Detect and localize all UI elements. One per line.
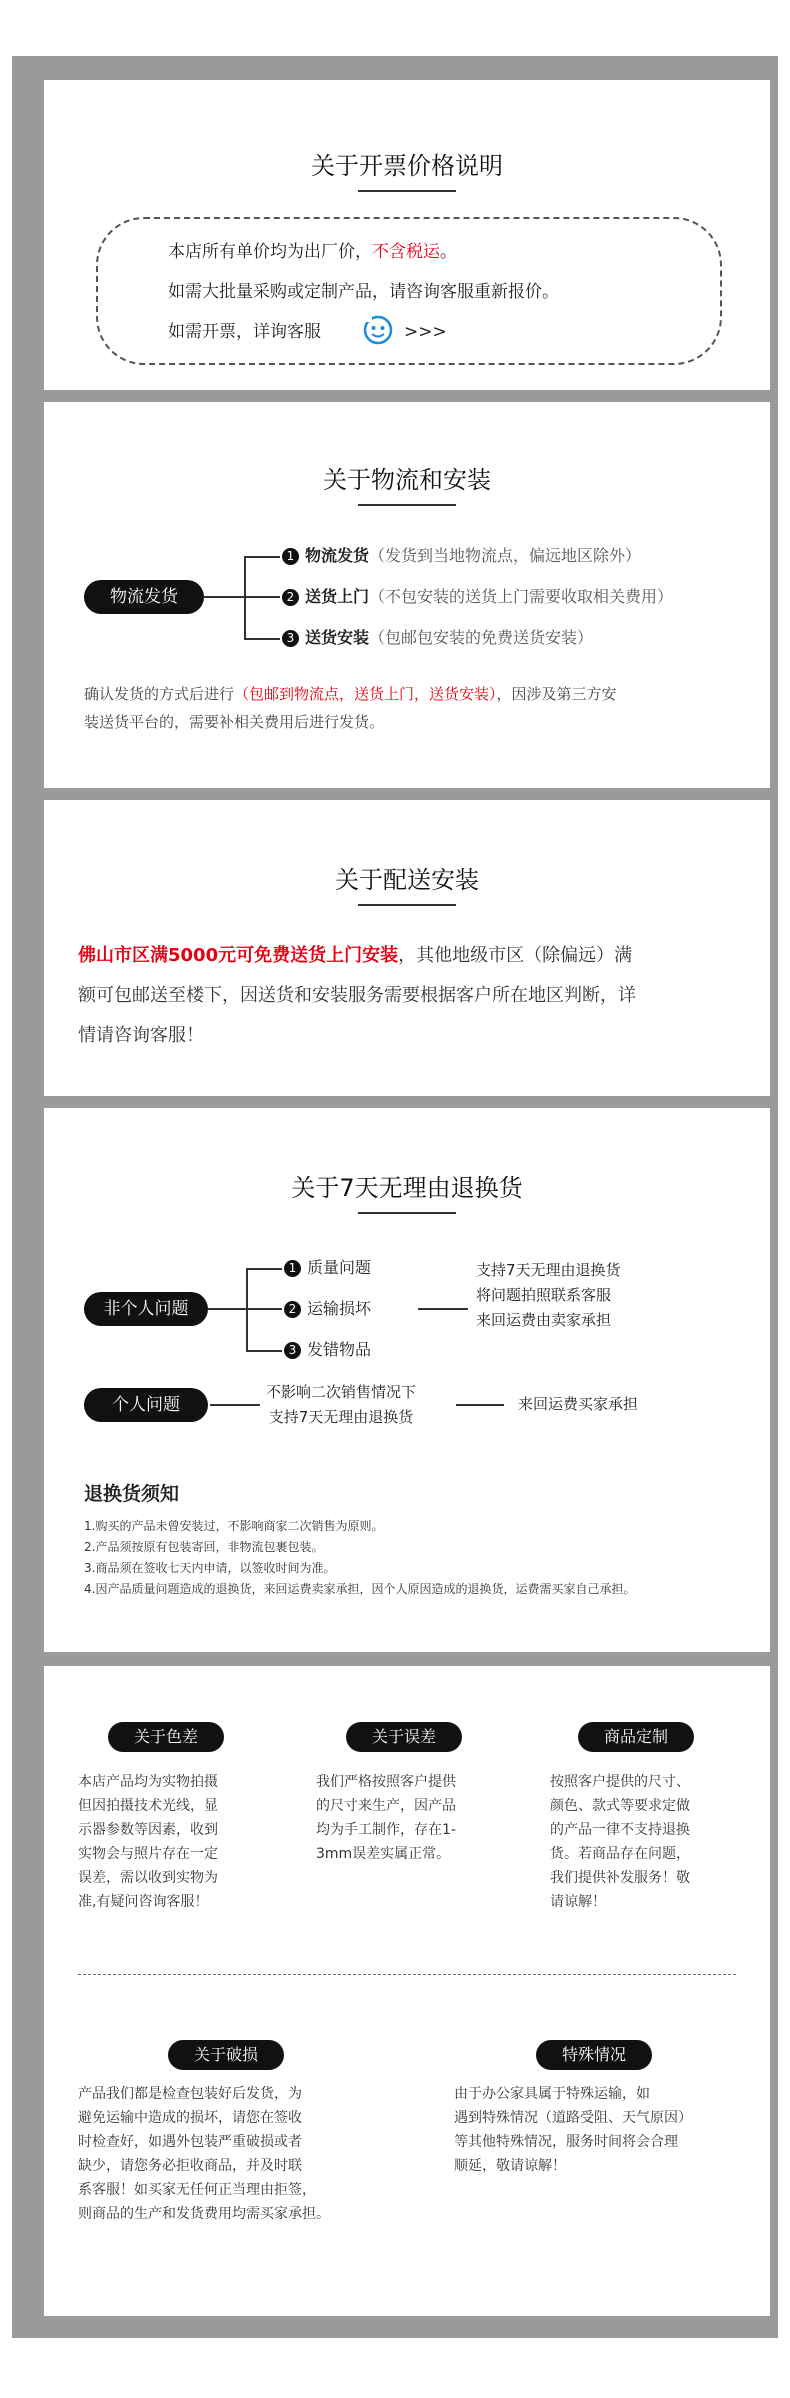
misc-card (44, 1666, 770, 2316)
returns-title: 关于7天无理由退换货 (291, 1174, 523, 1202)
item-note: （包邮包安装的免费送货安装） (369, 628, 594, 647)
invoice-card (44, 80, 770, 390)
text-line: 但因拍摄技术光线，显 (78, 1798, 218, 1814)
delivery-highlight: 佛山市区满5000元可免费送货上门安装 (78, 945, 399, 966)
text-line: 的产品一律不支持退换 (550, 1822, 690, 1838)
color-diff-text (78, 1770, 218, 1914)
item-note: （发货到当地物流点，偏远地区除外） (369, 546, 642, 565)
invoice-line-1-end: 。 (440, 242, 457, 262)
item-label: 送货安装 (305, 628, 370, 647)
text-line: 我们提供补发服务！敬 (550, 1870, 690, 1886)
special-text (454, 2082, 692, 2178)
returns-item (284, 1254, 371, 1282)
result-line: 支持7天无理由退换货 (476, 1261, 621, 1279)
text-line: 时检查好，如遇外包装严重破损或者 (78, 2134, 302, 2150)
notice-item: 1.购买的产品未曾安装过，不影响商家二次销售为原则。 (84, 1519, 384, 1533)
text-line: 遇到特殊情况（道路受阻、天气原因） (454, 2110, 692, 2126)
invoice-line-1 (168, 238, 457, 266)
item-label: 送货上门 (305, 587, 370, 606)
text-line: 等其他特殊情况，服务时间将会合理 (454, 2134, 678, 2150)
text-line: 均为手工制作，存在1- (316, 1822, 456, 1838)
delivery-card (44, 800, 770, 1096)
logistics-item (282, 542, 641, 570)
item-label: 发错物品 (307, 1340, 372, 1359)
notice-item: 3.商品须在签收七天内申请，以签收时间为准。 (84, 1561, 336, 1575)
result-line: 将问题拍照联系客服 (476, 1286, 612, 1304)
special-pill: 特殊情况 (536, 2040, 652, 2070)
logistics-item (282, 624, 593, 652)
invoice-line-2: 如需大批量采购或定制产品，请咨询客服重新报价。 (168, 282, 559, 302)
color-diff-pill: 关于色差 (108, 1722, 224, 1752)
number-badge: 1 (284, 1260, 301, 1277)
confirm-highlight: （包邮到物流点，送货上门，送货安装） (234, 685, 497, 703)
confirm-text: 确认发货的方式后进行 (84, 685, 235, 703)
error-pill: 关于误差 (346, 1722, 462, 1752)
invoice-line-1-text: 本店所有单价均为出厂价， (168, 242, 372, 262)
connector-line (246, 1268, 248, 1352)
damage-pill: 关于破损 (168, 2040, 284, 2070)
text-line: 的尺寸来生产，因产品 (316, 1798, 456, 1814)
returns-item (284, 1336, 371, 1364)
personal-condition (266, 1380, 416, 1430)
logistics-confirm (84, 680, 744, 736)
confirm-text: 装送货平台的，需要补相关费用后进行发货。 (84, 713, 385, 731)
connector-line (456, 1404, 504, 1406)
text-line: 准,有疑问咨询客服！ (78, 1894, 209, 1910)
connector-line (244, 556, 280, 558)
customer-service-icon[interactable] (362, 314, 394, 346)
text-line: 本店产品均为实物拍摄 (78, 1774, 218, 1790)
item-note: （不包安装的送货上门需要收取相关费用） (369, 587, 674, 606)
delivery-title: 关于配送安装 (335, 866, 479, 894)
confirm-text: ，因涉及第三方安 (496, 685, 617, 703)
notice-item: 4.因产品质量问题造成的退换货，来回运费卖家承担，因个人原因造成的退换货，运费需买家自己承担。 (84, 1582, 636, 1596)
text-line: 颜色、款式等要求定做 (550, 1798, 690, 1814)
connector-line (246, 1308, 282, 1310)
returns-item (284, 1295, 371, 1323)
text-line: 则商品的生产和发货费用均需买家承担。 (78, 2206, 330, 2222)
damage-text (78, 2082, 330, 2226)
connector-line (246, 1268, 282, 1270)
title-underline (358, 504, 456, 506)
page-frame (12, 56, 778, 2338)
connector-line (418, 1308, 468, 1310)
text-line: 系客服！如买家无任何正当理由拒签， (78, 2182, 316, 2198)
item-label: 物流发货 (305, 546, 370, 565)
connector-line (246, 1350, 282, 1352)
text-line: 示器参数等因素，收到 (78, 1822, 218, 1838)
logistics-title: 关于物流和安装 (323, 466, 491, 494)
invoice-title: 关于开票价格说明 (311, 152, 503, 180)
connector-line (244, 638, 280, 640)
number-badge: 1 (282, 548, 299, 565)
item-label: 质量问题 (307, 1258, 372, 1277)
notice-list (84, 1516, 635, 1600)
title-underline (358, 1212, 456, 1214)
notice-title: 退换货须知 (84, 1483, 180, 1505)
number-badge: 2 (282, 589, 299, 606)
connector-line (208, 1308, 246, 1310)
invoice-line-3 (168, 318, 321, 346)
text-line: 按照客户提供的尺寸、 (550, 1774, 690, 1790)
result-line: 来回运费由卖家承担 (476, 1311, 612, 1329)
logistics-card (44, 402, 770, 788)
text-line: 缺少，请您务必拒收商品，并及时联 (78, 2158, 302, 2174)
text-line: 由于办公家具属于特殊运输，如 (454, 2086, 650, 2102)
title-underline (358, 904, 456, 906)
title-underline (358, 190, 456, 192)
logistics-item (282, 583, 673, 611)
text-line: 顺延，敬请谅解！ (454, 2158, 566, 2174)
connector-line (244, 556, 246, 640)
invoice-line-3-text: 如需开票，详询客服 (168, 322, 321, 342)
text-line: 误差，需以收到实物为 (78, 1870, 218, 1886)
delivery-text: 情请咨询客服！ (78, 1025, 204, 1046)
connector-line (204, 596, 244, 598)
condition-line: 不影响二次销售情况下 (266, 1383, 417, 1401)
arrows-link[interactable]: >>> (404, 322, 447, 342)
text-line: 请谅解！ (550, 1894, 606, 1910)
delivery-text: ，其他地级市区（除偏远）满 (398, 945, 633, 966)
delivery-text: 额可包邮送至楼下，因送货和安装服务需要根据客户所在地区判断，详 (78, 985, 636, 1006)
nonpersonal-result (476, 1258, 621, 1333)
number-badge: 2 (284, 1301, 301, 1318)
text-line: 3mm误差实属正常。 (316, 1846, 451, 1862)
notice-item: 2.产品须按原有包装寄回，非物流包裹包装。 (84, 1540, 324, 1554)
text-line: 产品我们都是检查包装好后发货，为 (78, 2086, 302, 2102)
number-badge: 3 (282, 630, 299, 647)
logistics-pill: 物流发货 (84, 580, 204, 614)
no-tax-highlight: 不含税运 (372, 242, 440, 262)
number-badge: 3 (284, 1342, 301, 1359)
item-label: 运输损坏 (307, 1299, 372, 1318)
nonpersonal-pill: 非个人问题 (84, 1292, 208, 1326)
delivery-body (78, 936, 748, 1056)
error-text (316, 1770, 456, 1866)
text-line: 我们严格按照客户提供 (316, 1774, 456, 1790)
dashed-divider (78, 1974, 736, 1975)
text-line: 货。若商品存在问题， (550, 1846, 690, 1862)
personal-result: 来回运费买家承担 (518, 1395, 639, 1413)
text-line: 实物会与照片存在一定 (78, 1846, 218, 1862)
connector-line (244, 596, 280, 598)
returns-card (44, 1108, 770, 1652)
text-line: 避免运输中造成的损坏，请您在签收 (78, 2110, 302, 2126)
condition-line: 支持7天无理由退换货 (268, 1408, 414, 1426)
personal-pill: 个人问题 (84, 1388, 208, 1422)
custom-pill: 商品定制 (578, 1722, 694, 1752)
custom-text (550, 1770, 690, 1914)
connector-line (210, 1404, 260, 1406)
